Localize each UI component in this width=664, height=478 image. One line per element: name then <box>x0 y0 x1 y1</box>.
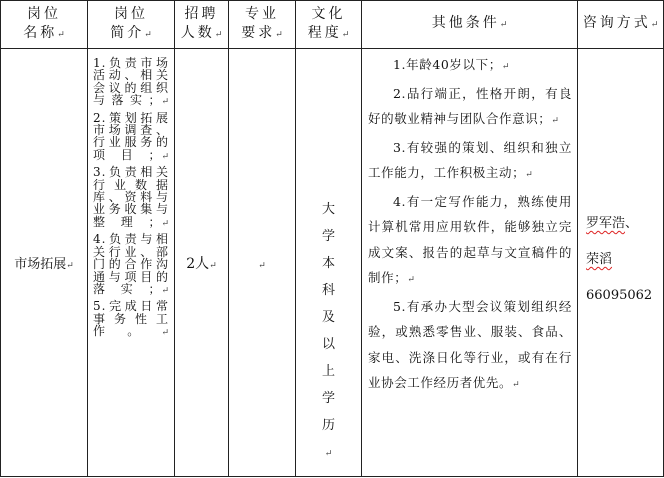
cell-position: 市场拓展↵ <box>14 257 74 272</box>
column-border <box>577 0 578 477</box>
header-major: 专业 要求↵ <box>241 5 283 41</box>
cell-education: 大学本科及以上学历↵ <box>321 202 335 459</box>
contact-name: 荣滔 <box>586 252 613 267</box>
condition-item: 3.有较强的策划、组织和独立工作能力，工作积极主动；↵ <box>368 139 572 180</box>
header-conditions: 其他条件↵ <box>431 15 508 31</box>
cell-count: 2人↵ <box>186 255 217 272</box>
cell-contact: 罗军浩、 荣滔 66095062 <box>586 206 662 316</box>
duty-item: 4.负责与相关行业、部门的合作沟通与项目的落实；↵ <box>93 232 169 296</box>
column-border <box>361 0 362 477</box>
column-border <box>87 0 88 477</box>
contact-phone: 66095062 <box>586 288 653 303</box>
cell-conditions <box>368 52 572 472</box>
condition-item: 4.有一定写作能力，熟练使用计算机常用应用软件，能够独立完成文案、报告的起草与文宣稿件的制作；↵ <box>368 193 572 285</box>
condition-item: 1.年龄40岁以下；↵ <box>393 57 510 72</box>
duty-item: 2.策划拓展市场调查、行业服务的项目；↵ <box>93 110 169 162</box>
header-row-border <box>0 48 664 49</box>
contact-name: 罗军浩 <box>586 216 626 231</box>
condition-item: 5.有承办大型会议策划组织经验，或熟悉零售业、服装、食品、家电、洗涤日化等行业，或有在行业协会工作经历者优先。↵ <box>368 298 572 390</box>
cell-duties <box>93 57 169 472</box>
header-position: 岗位 名称↵ <box>23 5 65 41</box>
header-intro: 岗位 简介↵ <box>110 5 152 41</box>
header-count: 招聘 人数↵ <box>180 5 223 41</box>
cell-major: ↵ <box>258 261 266 271</box>
duty-item: 5.完成日常事务性工作。↵ <box>93 299 169 339</box>
header-education: 文化 程度↵ <box>307 5 350 41</box>
duty-item: 1.负责市场活动、相关会议的组织与落实；↵ <box>93 56 169 108</box>
header-contact: 咨询方式↵ <box>582 15 659 31</box>
condition-item: 2.品行端正，性格开朗，有良好的敬业精神与团队合作意识；↵ <box>368 85 572 126</box>
duty-item: 3.负责相关行业数据库、资料与业务收集与整理；↵ <box>93 165 169 229</box>
table-bottom-border <box>0 476 664 477</box>
